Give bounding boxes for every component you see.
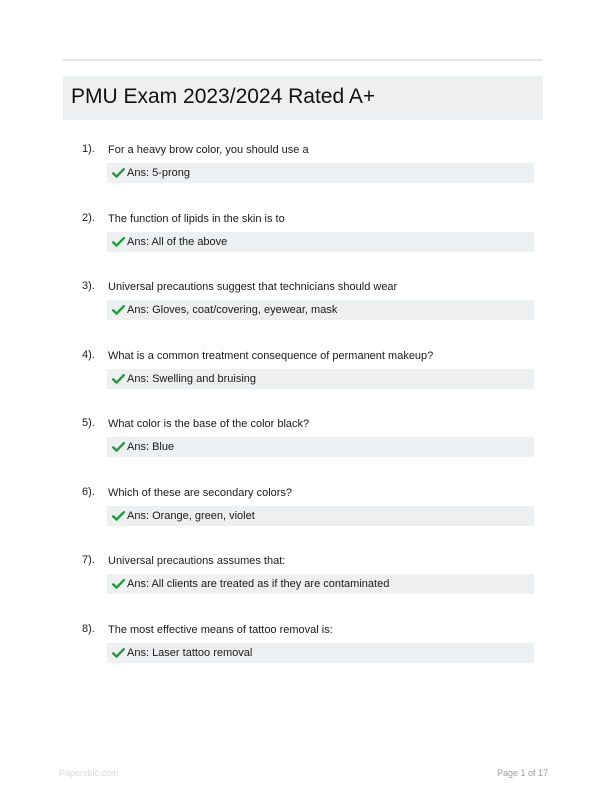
answer-box [107,643,534,663]
answer-box [107,232,534,252]
footer-watermark: Papersbic.com [59,768,119,778]
answer-text: Ans: Gloves, coat/covering, eyewear, mask [127,304,338,316]
checkmark-icon [112,373,125,385]
checkmark-icon [112,441,125,453]
qa-item [0,554,606,614]
question-number: 2). [82,212,95,224]
answer-text: Ans: Laser tattoo removal [127,647,253,659]
answer-box [107,300,534,320]
checkmark-icon [112,236,125,248]
answer-text: Ans: 5-prong [127,167,190,179]
question-number: 5). [82,417,95,429]
answer-box [107,437,534,457]
question-number: 4). [82,349,95,361]
checkmark-icon [112,510,125,522]
checkmark-icon [112,647,125,659]
qa-item [0,212,606,272]
answer-box [107,163,534,183]
question-text: The most effective means of tattoo removal is: [108,624,333,636]
checkmark-icon [112,578,125,590]
question-number: 6). [82,486,95,498]
answer-text: Ans: Orange, green, violet [127,510,255,522]
question-text: Universal precautions suggest that technicians should wear [108,281,398,293]
answer-text: Ans: All clients are treated as if they are contaminated [127,578,390,590]
answer-box [107,574,534,594]
question-text: Which of these are secondary colors? [108,487,293,499]
answer-text: Ans: All of the above [127,236,228,248]
qa-item [0,486,606,546]
answer-text: Ans: Swelling and bruising [127,373,257,385]
qa-item [0,349,606,409]
title-banner [63,76,543,120]
page-indicator: Page 1 of 17 [497,768,549,778]
top-divider [63,59,543,61]
answer-box [107,506,534,526]
answer-box [107,369,534,389]
checkmark-icon [112,167,125,179]
document-title: PMU Exam 2023/2024 Rated A+ [71,85,376,108]
qa-item [0,280,606,340]
question-text: What color is the base of the color black? [108,418,310,430]
question-text: Universal precautions assumes that: [108,555,286,567]
checkmark-icon [112,304,125,316]
answer-text: Ans: Blue [127,441,175,453]
question-number: 7). [82,554,95,566]
question-text: What is a common treatment consequence of permanent makeup? [108,350,434,362]
question-number: 3). [82,280,95,292]
question-number: 8). [82,623,95,635]
qa-item [0,417,606,477]
qa-item [0,623,606,683]
question-number: 1). [82,143,95,155]
question-text: For a heavy brow color, you should use a [108,144,309,156]
question-text: The function of lipids in the skin is to [108,213,285,225]
qa-item [0,143,606,203]
